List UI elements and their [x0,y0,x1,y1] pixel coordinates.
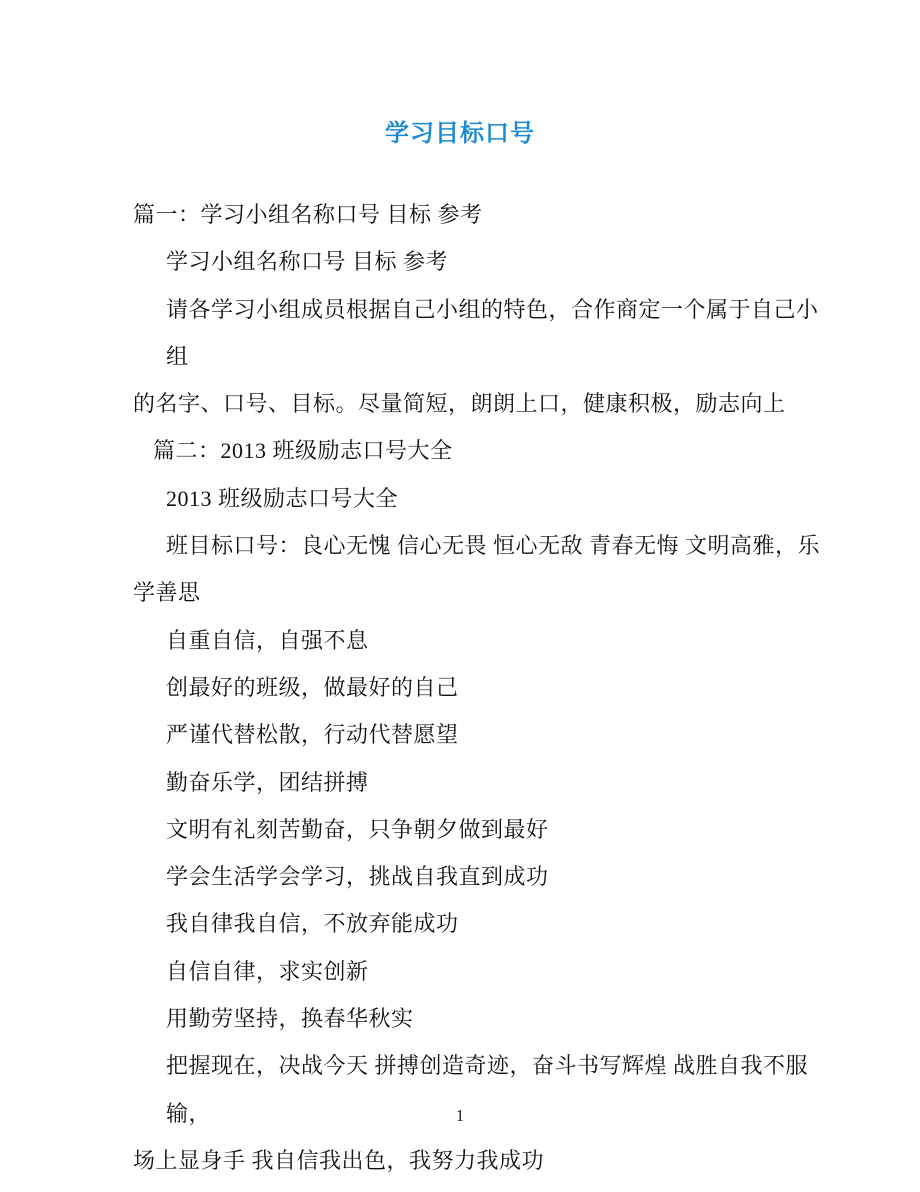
text-line: 学习小组名称口号 目标 参考 [166,249,449,275]
section-one-heading: 篇一：学习小组名称口号 目标 参考 [133,202,483,227]
document-title: 学习目标口号 [385,121,535,147]
text-line: 的名字、口号、目标。尽量简短，朗朗上口，健康积极，励志向上 [133,391,786,417]
text-line: 班目标口号：良心无愧 信心无畏 恒心无敌 青春无悔 文明高雅，乐 [166,533,821,559]
text-line: 文明有礼刻苦勤奋，只争朝夕做到最好 [166,816,549,842]
text-line: 严谨代替松散，行动代替愿望 [166,722,459,748]
page-number: 1 [455,1106,465,1125]
text-line: 自信自律，求实创新 [166,958,369,984]
text-line: 把握现在，决战今天 拼搏创造奇迹，奋斗书写辉煌 战胜自我不服输， [166,1053,809,1126]
text-line: 用勤劳坚持，换春华秋实 [166,1006,414,1032]
text-line: 学善思 [133,580,201,606]
text-line: 场上显身手 我自信我出色，我努力我成功 [133,1147,545,1173]
text-line: 创最好的班级，做最好的自己 [166,674,459,700]
section-two-heading: 篇二：2013 班级励志口号大全 [153,438,453,464]
document-body [133,191,830,1184]
text-line: 2013 班级励志口号大全 [166,485,399,511]
text-line: 请各学习小组成员根据自己小组的特色，合作商定一个属于自己小组 [166,296,819,369]
text-line: 自重自信，自强不息 [166,627,369,653]
text-line: 我自律我自信，不放弃能成功 [166,911,459,937]
text-line: 学会生活学会学习，挑战自我直到成功 [166,864,549,890]
text-line: 勤奋乐学，团结拼搏 [166,769,369,795]
